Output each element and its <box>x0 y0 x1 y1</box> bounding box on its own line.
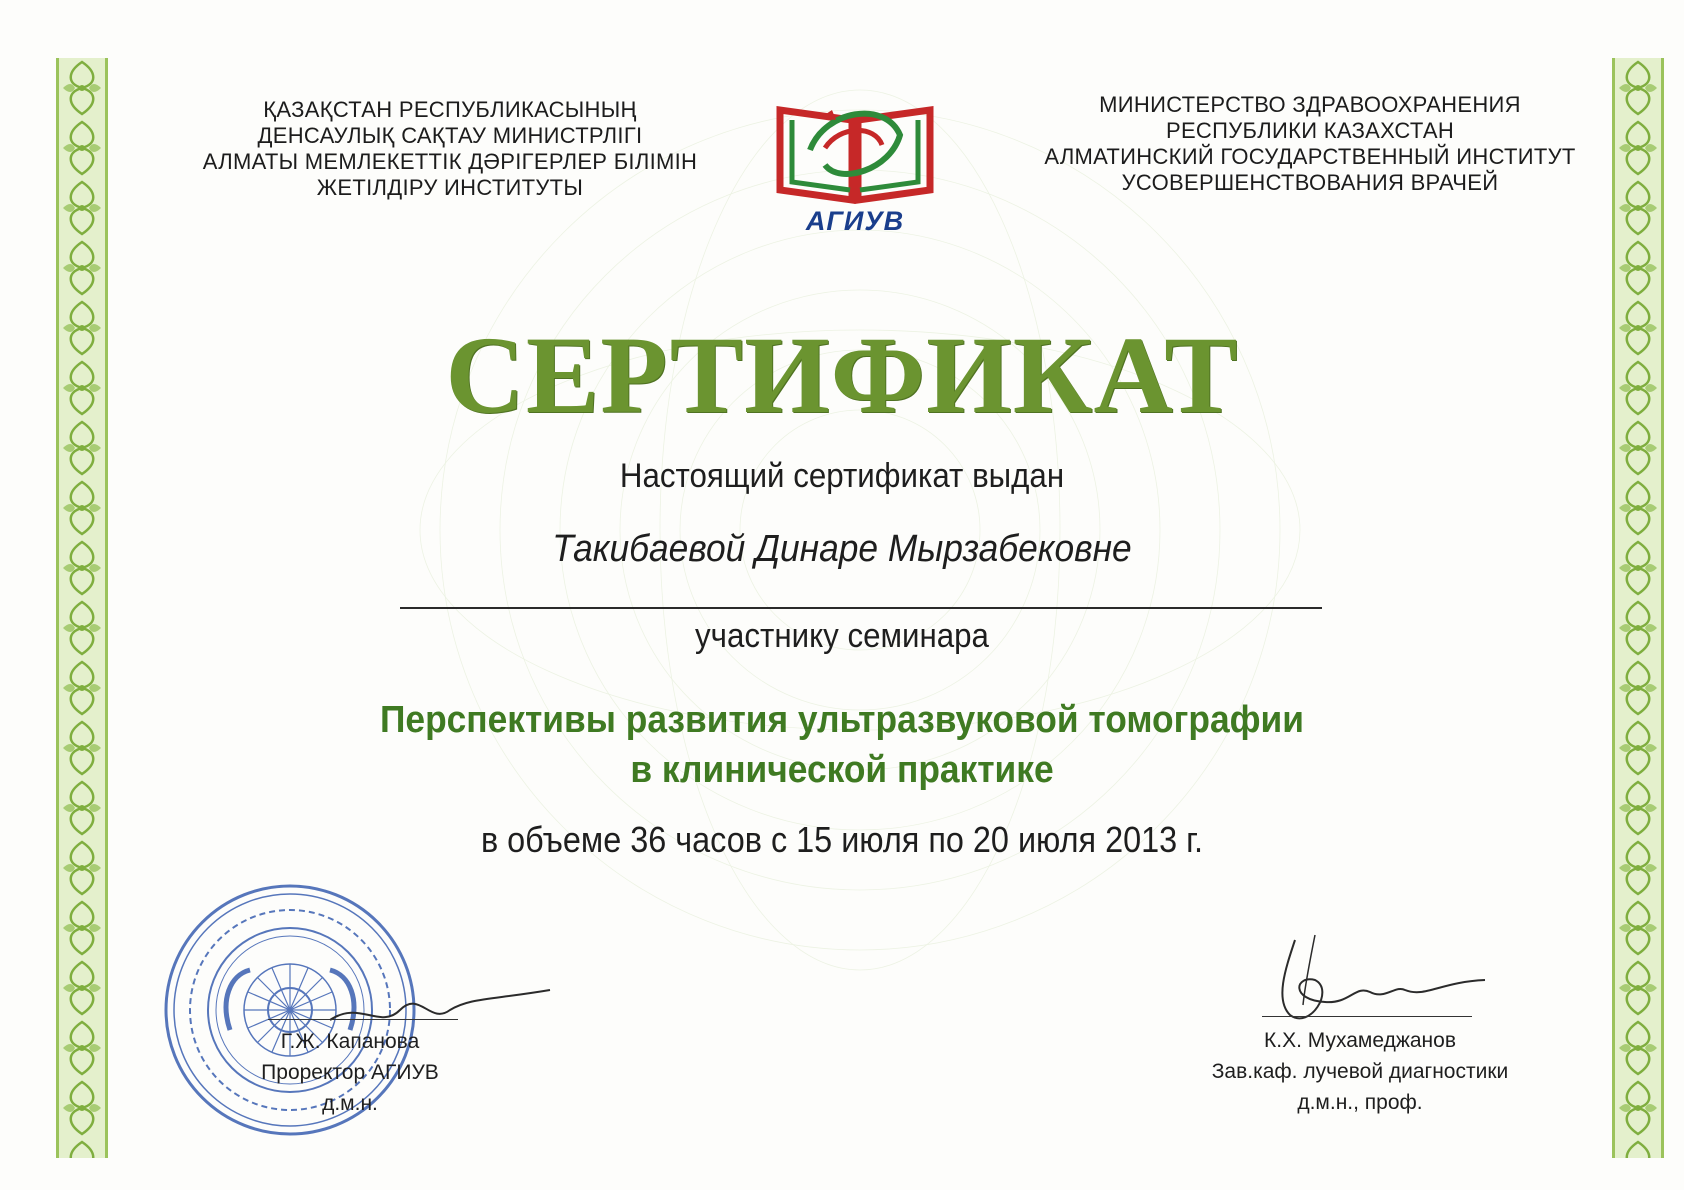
signer-degree: д.м.н., проф. <box>1297 1091 1423 1114</box>
book-and-serpent-logo-icon <box>770 90 940 210</box>
course-volume: в объеме 36 часов с 15 июля по 20 июля 2013 г. <box>480 819 1204 860</box>
certificate-title: СЕРТИФИКАТ <box>445 314 1239 436</box>
header-kazakh-line: ҚАЗАҚСТАН РЕСПУБЛИКАСЫНЫҢ <box>263 97 637 122</box>
issued-text: Настоящий сертификат выдан <box>619 457 1065 495</box>
header-russian-line: РЕСПУБЛИКИ КАЗАХСТАН <box>1165 118 1455 143</box>
seminar-title-line: в клинической практике <box>630 749 1054 791</box>
signer-left <box>250 1026 450 1119</box>
signature-right <box>1255 930 1495 1030</box>
seminar-title <box>59 695 1625 795</box>
ornament-border-right <box>1612 58 1664 1158</box>
header-russian-line: МИНИСТЕРСТВО ЗДРАВООХРАНЕНИЯ <box>1099 92 1521 117</box>
header-russian-line: АЛМАТИНСКИЙ ГОСУДАРСТВЕННЫЙ ИНСТИТУТ <box>1044 144 1576 169</box>
signer-position: Зав.каф. лучевой диагностики <box>1211 1060 1509 1083</box>
signature-line-left <box>268 1019 458 1020</box>
name-underline <box>400 607 1322 609</box>
participant-role: участнику семинара <box>695 617 989 655</box>
recipient-name: Такибаевой Динаре Мырзабековне <box>552 528 1132 570</box>
header-russian <box>1020 92 1600 196</box>
ornament-border-left <box>56 58 108 1158</box>
signer-position: Проректор АГИУВ <box>261 1061 439 1084</box>
signer-name: К.Х. Мухамеджанов <box>1264 1029 1456 1052</box>
header-russian-line: УСОВЕРШЕНСТВОВАНИЯ ВРАЧЕЙ <box>1121 170 1499 195</box>
seminar-title-line: Перспективы развития ультразвуковой томографии <box>380 699 1304 741</box>
signer-right <box>1190 1025 1530 1118</box>
header-kazakh-line: ДЕНСАУЛЫҚ САҚТАУ МИНИСТРЛІГІ <box>257 123 643 148</box>
header-kazakh <box>170 97 730 201</box>
signer-name: Г.Ж. Капанова <box>280 1030 420 1053</box>
ornament-pattern-icon <box>1615 58 1661 1158</box>
signature-line-right <box>1262 1016 1472 1017</box>
header-kazakh-line: ЖЕТІЛДІРУ ИНСТИТУТЫ <box>316 175 584 200</box>
institute-logo <box>770 90 940 240</box>
header-kazakh-line: АЛМАТЫ МЕМЛЕКЕТТІК ДӘРІГЕРЛЕР БІЛІМІН <box>202 149 698 174</box>
signer-degree: д.м.н. <box>322 1092 378 1115</box>
ornament-pattern-icon <box>59 58 105 1158</box>
logo-abbreviation: АГИУВ <box>805 206 905 236</box>
